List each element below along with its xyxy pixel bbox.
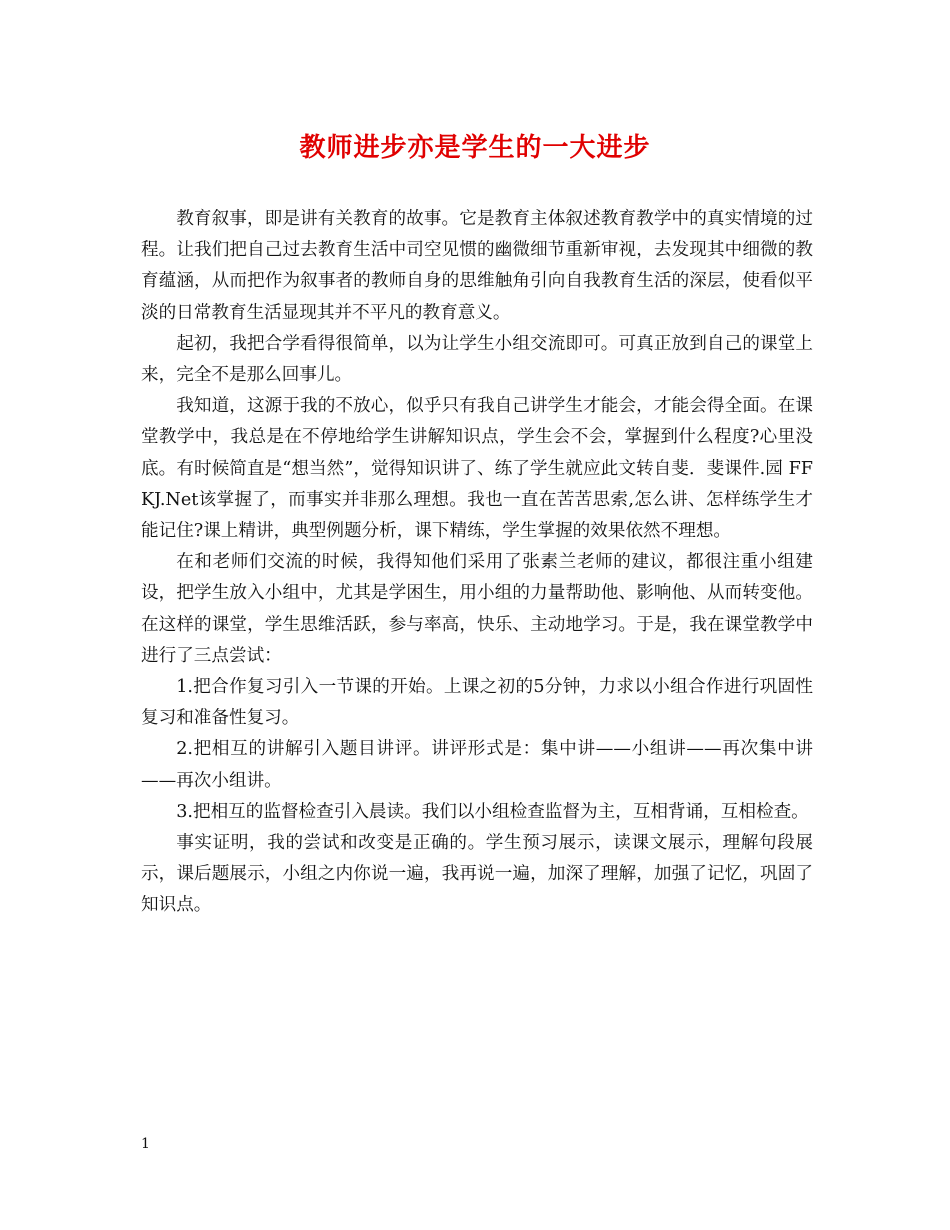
paragraph-1: 教育叙事，即是讲有关教育的故事。它是教育主体叙述教育教学中的真实情境的过程。让我们把自己过去教育生活中司空见惯的幽微细节重新审视，去发现其中细微的教育蕴涵，从而把作为叙事者的教师自身的思维触角引向自我教育生活的深层，使看似平淡的日常教育生活显现其并不平凡的教育意义。 [141,209,813,323]
list-item-2: 2.把相互的讲解引入题目讲评。讲评形式是：集中讲——小组讲——再次集中讲——再次小组讲。 [141,739,813,791]
document-title: 教师进步亦是学生的一大进步 [299,133,651,163]
list-item-1: 1.把合作复习引入一节课的开始。上课之初的5分钟，力求以小组合作进行巩固性复习和准备性复习。 [141,677,813,729]
paragraph-conclusion: 事实证明，我的尝试和改变是正确的。学生预习展示，读课文展示，理解句段展示，课后题展示，小组之内你说一遍，我再说一遍，加深了理解，加强了记忆，巩固了知识点。 [141,833,813,916]
paragraph-2: 起初，我把合学看得很简单，以为让学生小组交流即可。可真正放到自己的课堂上来，完全不是那么回事儿。 [141,333,813,386]
paragraph-4: 在和老师们交流的时候，我得知他们采用了张素兰老师的建议，都很注重小组建设，把学生放入小组中，尤其是学困生，用小组的力量帮助他、影响他、从而转变他。在这样的课堂，学生思维活跃，参与率高，快乐、主动地学习。于是，我在课堂教学中进行了三点尝试： [141,552,813,666]
page-number: 1 [141,1136,150,1152]
document-body [141,204,813,922]
paragraph-3: 我知道，这源于我的不放心，似乎只有我自己讲学生才能会，才能会得全面。在课堂教学中，我总是在不停地给学生讲解知识点，学生会不会，掌握到什么程度?心里没底。有时候简直是“想当然”，觉得知识讲了、练了学生就应此文转自斐．斐课件.园 FFKJ.Net该掌握了，而事实并非那么理想。我也一直在苦苦思索,怎么讲、怎样练学生才能记住?课上精讲，典型例题分析，课下精练，学生掌握的效果依然不理想。 [141,396,813,542]
list-item-3: 3.把相互的监督检查引入晨读。我们以小组检查监督为主，互相背诵，互相检查。 [176,801,809,822]
